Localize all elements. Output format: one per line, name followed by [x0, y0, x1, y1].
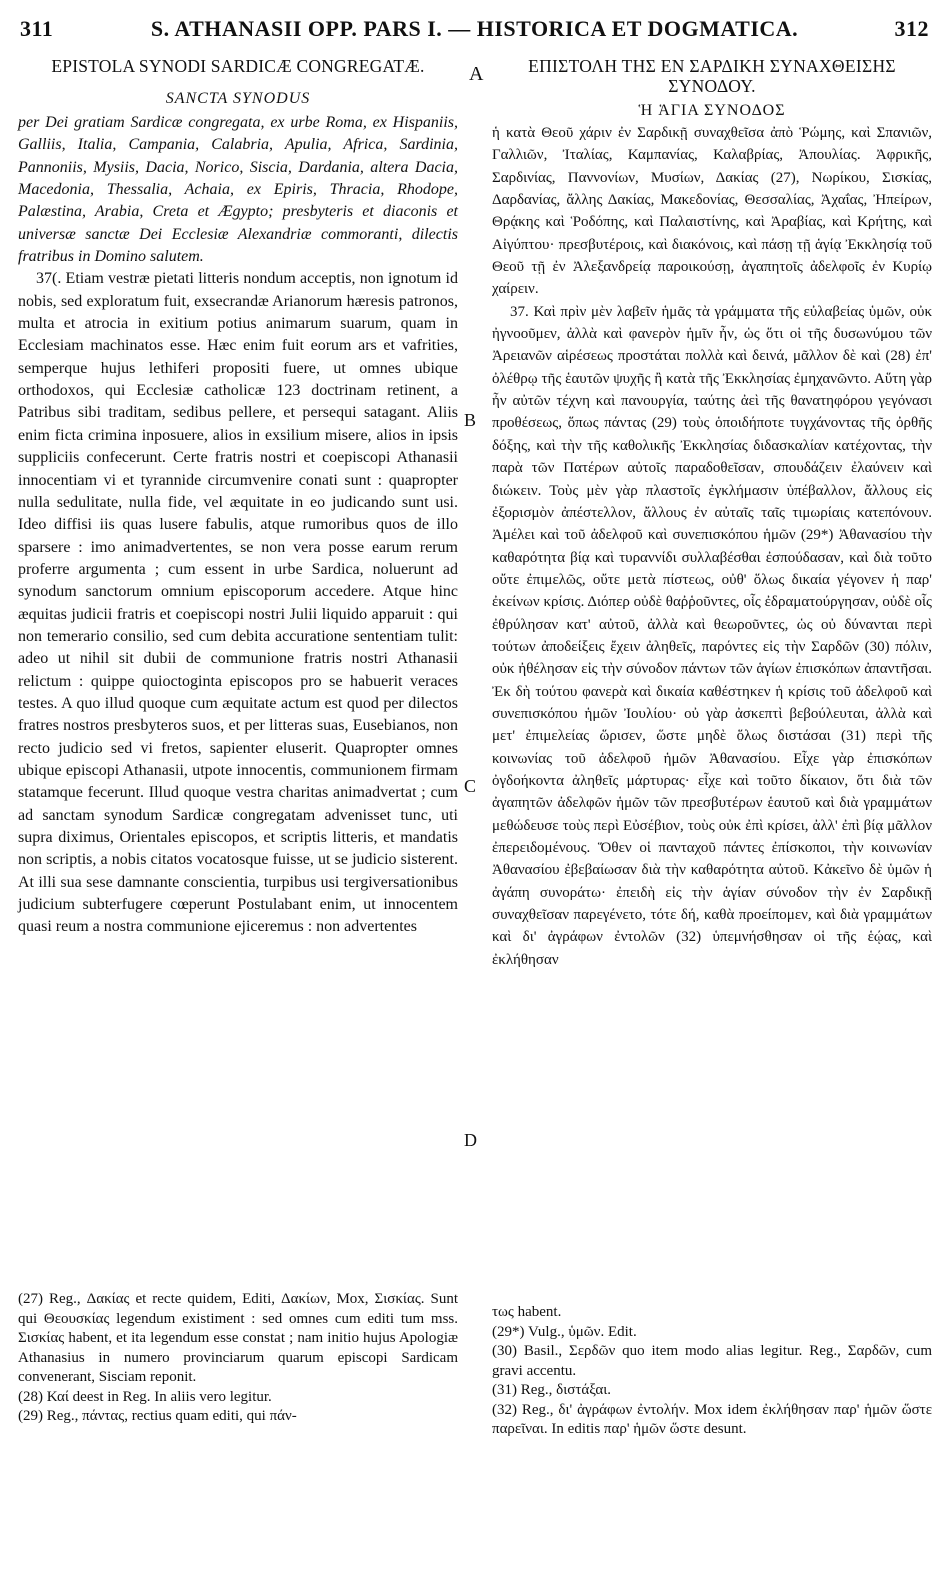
- running-head: [20, 16, 929, 42]
- margin-marker-b: B: [464, 410, 477, 430]
- right-page-number: 312: [894, 16, 929, 41]
- greek-title: ΕΠΙΣΤΟΛΗ ΤΗΣ ΕΝ ΣΑΡΔΙΚΗ ΣΥΝΑΧΘΕΙΣΗΣ ΣΥΝΟΔΟΥ.: [528, 56, 896, 96]
- footnote: (28) Καί deest in Reg. In aliis vero legitur.: [18, 1388, 272, 1405]
- greek-body: 37. Καὶ πρὶν μὲν λαβεῖν ἡμᾶς τὰ γράμματα τῆς εὐλαβείας ὑμῶν, οὐκ ἠγνοοῦμεν, ἀλλὰ καὶ φανερὸν ἡμῖν ἦν, ὡς ὅτι οἱ τῆς δυσωνύμου τῶν Ἀρειανῶν αἱρέσεως προστάται πολλὰ καὶ δεινά, μᾶλλον δὲ καὶ (28) ἐπ' ὀλέθρῳ τῆς ἑαυτῶν ψυχῆς ἢ κατὰ τῆς Ἐκκλησίας ἐμηχανῶντο. Αὕτη γὰρ ἦν αὐτῶν τέχνη καὶ πανουργία, ταύτης ἀεὶ τῆς θανατηφόρου γεγόνασι προθέσεως, ὅπως πάντας (29) τοὺς ὁποιδήποτε τυγχάνοντας τῆς ὀρθῆς δόξης, καὶ τὴν τῆς καθολικῆς Ἐκκλησίας διδασκαλίαν κατέχοντας, τὴν παρὰ τῶν Πατέρων αὐτοῖς παραδοθεῖσαν, σπουδάζειν ἐλαύνειν καὶ διώκειν. Τοὺς μὲν γὰρ πλαστοῖς ἐγκλήμασιν ὑπέβαλλον, ἄλλους εἰς ἐξορισμὸν ἀπέστελλον, ἄλλους ἐν αὐταῖς ταῖς τιμωρίαις κατεπόνουν. Ἀμέλει καὶ τοῦ ἀδελφοῦ καὶ συνεπισκόπου ἡμῶν (29*) Ἀθανασίου τὴν καθαρότητα βίᾳ καὶ τυραννίδι συλλαβέσθαι ἐσπούδασαν, καὶ διὰ τοῦτο οὔτε ἐπιμελῶς, οὔτε μετὰ πίστεως, οὐθ' ὅλως δικαία γέγονεν ἡ παρ' ἐκείνων κρίσις. Διόπερ οὐδὲ θαῤῥοῦντες, οἷς ἐδραματούργησαν, οὐδὲ οἷς ἐθρύλησαν κατ' αὐτοῦ, ἀλλὰ καὶ θεωροῦντες, ὡς οὐ δύνανται περὶ τούτων ἀποδείξεις ἔχειν ἀληθεῖς, παρόντες εἰς τὴν Σαρδῶν (30) πόλιν, οὐκ ἠθέλησαν εἰς τὴν σύνοδον πάντων τῶν ἁγίων ἐπισκόπων ἀπαντῆσαι. Ἐκ δὴ τούτου φανερὰ καὶ δικαία καθέστηκεν ἡ κρίσις τοῦ ἀδελφοῦ καὶ συνεπισκόπου ἡμῶν Ἰουλίου· οὐ γὰρ ἀσκεπτὶ βεβούλευται, ἀλλὰ καὶ μετ' ἐπιμελείας ὥρισεν, ὥστε μηδὲ ὅλως διστάσαι (31) περὶ τῆς κοινωνίας τοῦ ἀδελφοῦ ἡμῶν Ἀθανασίου. Εἶχε γὰρ ἐπισκόπων ὀγδοήκοντα ἀληθεῖς μάρτυρας· εἶχε καὶ τοῦτο δίκαιον, ὅτι διὰ τῶν ἀγαπητῶν ἀδελφῶν ἡμῶν τῶν πρεσβυτέρων ἑαυτοῦ καὶ διὰ γραμμάτων μεθώδευσε τοὺς περὶ Εὐσέβιον, τοὺς οὐκ ἐπὶ κρίσει, ἀλλ' ἐπὶ βίᾳ μᾶλλον ἐπερειδομένους. Ὅθεν οἱ πανταχοῦ πάντες ἐπίσκοποι, τὴν κοινωνίαν Ἀθανασίου ἐβεβαίωσαν διὰ τὴν καθαρότητα αὐτοῦ. Κἀκεῖνο δὲ ὑμῶν ἡ ἀγάπη συνοράτω· ἐπειδὴ εἰς τὴν ἁγίαν σύνοδον τὴν ἐν Σαρδικῇ συναχθεῖσαν παρεγένετο, τότε δή, καθὰ προείπομεν, καὶ διὰ γραμμάτων καὶ δι' ἀγράφων ἐντολῶν (32) ὑπεμνήσθησαν οἱ τῆς ἑῴας, καὶ ἐκλήθησαν: [492, 303, 932, 968]
- margin-marker-a: A: [469, 63, 484, 85]
- latin-intro: per Dei gratiam Sardicæ congregata, ex urbe Roma, ex Hispaniis, Galliis, Italia, Campania, Calabria, Apulia, Africa, Sardinia, Pannoniis, Mysiis, Dacia, Norico, Siscia, Dardania, altera Dacia, Macedonia, Thessalia, Achaia, ex Epiris, Thracia, Rhodope, Palæstina, Arabia, Creta et Ægypto; presbyteris et diaconis et universæ sanctæ Dei Ecclesiæ Alexandriæ commoranti, dilectis fratribus in Domino salutem.: [18, 114, 458, 266]
- footnote: (31) Reg., διστάξαι.: [492, 1382, 612, 1398]
- greek-intro: ἡ κατὰ Θεοῦ χάριν ἐν Σαρδικῇ συναχθεῖσα ἀπὸ Ῥώμης, καὶ Σπανιῶν, Γαλλιῶν, Ἰταλίας, Καμπανίας, Καλαβρίας, Ἀπουλίας. Ἀφρικῆς, Σαρδινίας, Παννονίων, Μυσίων, Δακίας (27), Νωρίκου, Σισκίας, Δαρδανίας, ἄλλης Δακίας, Μακεδονίας, Θεσσαλίας, Ἀχαΐας, Ἠπείρων, Θρᾴκης καὶ Ῥοδόπης, καὶ Παλαιστίνης, καὶ Ἀραβίας, καὶ Κρήτης, καὶ Αἰγύπτου· πρεσβυτέροις, καὶ διακόνοις, καὶ πάσῃ τῇ ἁγίᾳ Ἐκκλησίᾳ τοῦ Θεοῦ τῇ ἐν Ἀλεξανδρείᾳ παροικούσῃ, ἀγαπητοῖς ἀδελφοῖς ἐν Κυρίῳ χαίρειν.: [492, 125, 932, 298]
- greek-subhead: Ἡ ἉΓΙΑ ΣΥΝΟΔΟΣ: [638, 102, 786, 119]
- margin-marker-c: C: [464, 776, 477, 796]
- greek-column: [492, 56, 932, 971]
- footnote: (29) Reg., πάντας, rectius quam editi, qui πάν-: [18, 1408, 297, 1424]
- footnote: (27) Reg., Δακίας et recte quidem, Editi, Δακίων, Mox, Σισκίας. Sunt qui Θεουσκίας legendum existiment : sed omnes cum editi tum mss. Σισκίας habent, et ita legendum esse constat ; nam initio hujus Apologiæ Athanasius in numero provinciarum quarum episcopi Sardicam convenerant, Sisciam reponit.: [18, 1291, 458, 1385]
- footnote: (29*) Vulg., ὑμῶν. Edit.: [492, 1323, 637, 1340]
- margin-marker-d: D: [464, 1130, 477, 1150]
- footnote: (30) Basil., Σερδῶν quo item modo alias legitur. Reg., Σαρδῶν, cum gravi accentu.: [492, 1343, 932, 1379]
- latin-subhead: SANCTA SYNODUS: [165, 90, 311, 107]
- latin-title: EPISTOLA SYNODI SARDICÆ CONGREGATÆ.: [51, 56, 425, 76]
- footnote: (32) Reg., δι' ἀγράφων ἐντολήν. Mox idem ἐκλήθησαν παρ' ἡμῶν ὥστε παρεῖναι. In editis παρ' ἡμῶν ὥστε desunt.: [492, 1401, 932, 1437]
- running-title: S. ATHANASII OPP. PARS I. — HISTORICA ET DOGMATICA.: [150, 16, 799, 41]
- greek-footnotes: [492, 1303, 932, 1440]
- left-page-number: 311: [20, 16, 54, 41]
- footnote: τως habent.: [492, 1304, 562, 1320]
- latin-body: 37(. Etiam vestræ pietati litteris nondum acceptis, non ignotum id nobis, sed exploratum fuit, exsecrandæ Arianorum hæresis patronos, multa et atrocia in exitium potius animarum suarum, quam in Ecclesiam machinatos esse. Hæc enim fuit eorum ars et vafrities, semperque hujus lethiferi propositi fuere, ut omnes ubique orthodoxos, qui Ecclesiæ catholicæ 123 doctrinam retinent, a Patribus sibi traditam, sedibus pellere, et persequi satagant. Aliis enim ficta crimina inposuere, alios in exsilium misere, alios in ipsis suppliciis confecerunt. Certe fratris nostri et coepiscopi Athanasii innocentiam vi et tyrannide circumvenire conati sunt : quapropter nulla sedulitate, nulla fide, vel æquitate in eo judicando sunt usi. Ideo diffisi iis quas lusere fabulis, atque rumoribus quos de illo sparsere : imo animadvertentes, se non vera posse earum rerum proferre argumenta ; cum essent in urbe Sardica, noluerunt ad synodum sanctorum omnium episcoporum accedere. Atque hinc æquitas judicii fratris et coepiscopi nostri Julii liquido apparuit : qui non temerario consilio, sed cum debita accuratione sententiam tulit: adeo ut nihil sit dubii de communione fratris nostri Athanasii relictum : quippe quioctoginta episcopos pro se habuerit veraces testes. A quo illud quoque cum æquitate actum est quod per dilectos fratres nostros presbyteros suos, et per litteras suas, Eusebianos, non recto judicio sed vi fretos, sapienter eluserit. Quapropter omnes ubique episcopi Athanasii, utpote innocentis, communionem firmam statamque fecerunt. Illud quoque vestra charitas animadvertat ; cum ad sanctam synodum Sardicæ congregatam advenisset tunc, uti supra diximus, Orientales episcopos, et scriptis litteris, et mandatis non scriptis, a nobis citatos vocatosque fuisse, ut se judicio sisterent. At illi sua sese damnante conscientia, turpibus usi tergiversationibus judicium subterfugere cœperunt Postulabant enim, ut innocentem quasi reum a nostra communione ejiceremus : non advertentes: [18, 270, 458, 936]
- latin-column: [18, 56, 458, 939]
- latin-footnotes: [18, 1290, 458, 1427]
